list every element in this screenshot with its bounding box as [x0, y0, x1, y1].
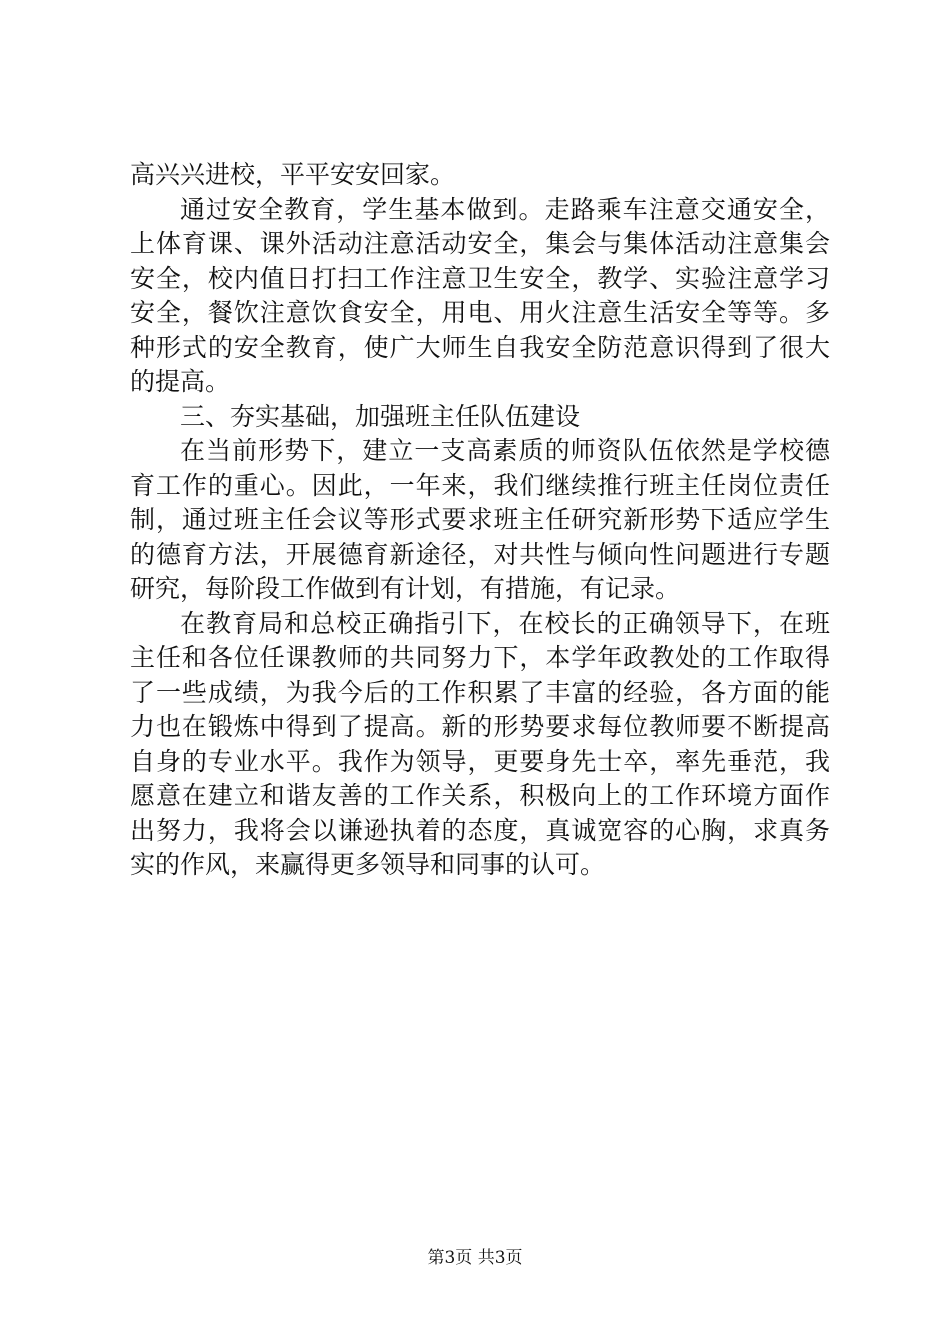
text-line: 通过安全教育，学生基本做到。走路乘车注意交通安全，	[180, 194, 830, 224]
text-line: 三、夯实基础，加强班主任队伍建设	[180, 401, 581, 431]
text-line: 育工作的重心。因此，一年来，我们继续推行班主任岗位责任	[130, 470, 830, 500]
text-line: 在当前形势下，建立一支高素质的师资队伍依然是学校德	[180, 436, 830, 465]
text-line: 实的作风，来赢得更多领导和同事的认可。	[130, 850, 606, 879]
text-line: 力也在锻炼中得到了提高。新的形势要求每位教师要不断提高	[130, 712, 830, 741]
text-line: 主任和各位任课教师的共同努力下，本学年政教处的工作取得	[130, 643, 830, 672]
text-line: 自身的专业水平。我作为领导，更要身先士卒，率先垂范，我	[130, 746, 830, 776]
text-line: 安全，校内值日打扫工作注意卫生安全，教学、实验注意学习	[130, 263, 830, 293]
text-line: 的提高。	[130, 367, 231, 396]
text-line: 的德育方法，开展德育新途径，对共性与倾向性问题进行专题	[130, 539, 830, 569]
text-line: 研究，每阶段工作做到有计划，有措施，有记录。	[130, 574, 681, 603]
paragraph-continuation	[130, 158, 830, 193]
section-heading	[130, 400, 830, 435]
paragraph-class-teachers	[130, 434, 830, 607]
paragraph-safety-education	[130, 193, 830, 400]
text-line: 上体育课、课外活动注意活动安全，集会与集体活动注意集会	[130, 229, 830, 258]
text-line: 了一些成绩，为我今后的工作积累了丰富的经验，各方面的能	[130, 677, 830, 707]
text-line: 种形式的安全教育，使广大师生自我安全防范意识得到了很大	[130, 332, 830, 362]
paragraph-conclusion	[130, 607, 830, 883]
page-number-footer: 第3页 共3页	[427, 1248, 523, 1268]
document-body	[130, 158, 830, 883]
text-line: 愿意在建立和谐友善的工作关系，积极向上的工作环境方面作	[130, 781, 830, 810]
text-line: 在教育局和总校正确指引下，在校长的正确领导下，在班	[180, 608, 830, 638]
text-line: 安全，餐饮注意饮食安全，用电、用火注意生活安全等等。多	[130, 298, 830, 327]
text-line: 高兴兴进校，平平安安回家。	[130, 160, 456, 189]
text-line: 出努力，我将会以谦逊执着的态度，真诚宽容的心胸，求真务	[130, 815, 830, 845]
text-line: 制，通过班主任会议等形式要求班主任研究新形势下适应学生	[130, 505, 830, 534]
